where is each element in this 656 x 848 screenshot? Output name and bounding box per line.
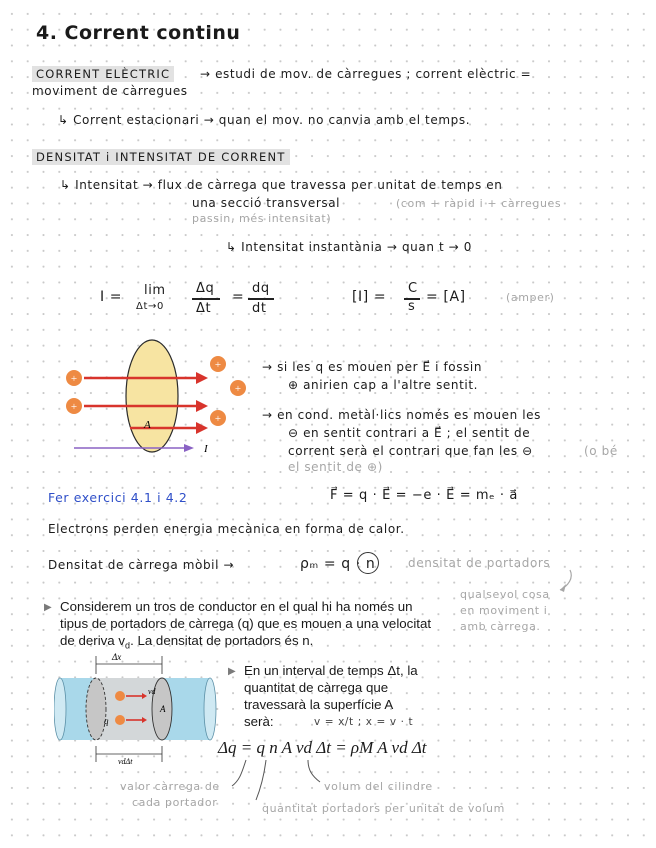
formula-units: [I] = C s = [A] (amper) [352,281,555,314]
label-vd: vd [148,687,156,696]
annotation-valor-2: cada portador [132,796,218,809]
printed-bullet2-line3: travessarà la superfície A [244,697,394,712]
corrent-electric-line1: → estudi de mov. de càrregues ; corrent elèctric = [200,67,532,81]
charge-right-1 [230,380,246,396]
densitat-portadors-note: densitat de portadors [408,556,551,570]
label-dx: Δx [112,652,122,662]
bullet1-marker: ▶ [44,602,52,613]
svg-text:+: + [234,383,242,395]
printed-bullet2-line2: quantitat de càrrega que [244,680,389,695]
heading-densitat: DENSITAT i INTENSITAT DE CORRENT [32,150,290,164]
note2-line1: → en cond. metàl·lics només es mouen les [262,408,542,422]
label-A-cyl: A [160,704,166,714]
grey-pointer-arrow [540,568,580,594]
densitat-mobil-formula: ρₘ = q · n [300,556,376,572]
printed-bullet1: Considerem un tros de conductor en el qual hi ha només un tipus de portadors de càrrega (q) que es mouen a una velocitat de deriva $v_d$. La densitat de portadors és n. [60,599,432,651]
label-vdt: vdΔt [118,757,133,766]
electrons-note: Electrons perden energia mecànica en forma de calor. [48,522,405,536]
conductor-cross-section [126,340,178,452]
intensitat-grey1: (com + ràpid i + càrregues [396,197,562,210]
annotation-valor-1: valor càrrega de [120,780,220,793]
corrent-electric-line2: moviment de càrregues [32,84,188,98]
label-I: I [204,443,208,455]
page-title: 4. Corrent continu [36,22,241,44]
note2-line2: ⊖ en sentit contrari a E⃗ ; el sentit de [288,426,531,440]
printed-bullet2-line1: En un interval de temps Δt, la [244,663,418,678]
charge-left-2 [66,398,82,414]
intensitat-grey2: passin, més intensitat) [192,212,332,225]
conductor-figure [56,338,276,460]
bullet2-marker: ▶ [228,666,236,677]
intensitat-line1: ↳ Intensitat → flux de càrrega que travessa per unitat de temps en [60,178,503,192]
cylinder-figure [54,650,222,768]
note1-line2: ⊕ anirien cap a l'altre sentit. [288,378,479,392]
charge-formula: Δq = q n A vd Δt = ρM A vd Δt [218,738,427,757]
heading-corrent-electric: CORRENT ELÈCTRIC [32,67,174,81]
svg-text:+: + [214,413,222,425]
portadors-desc-3: amb càrrega. [460,620,541,633]
densitat-mobil-text: Densitat de càrrega mòbil → [48,558,235,572]
svg-text:+: + [70,401,78,413]
formula-intensity: I = lim Δt→0 Δq Δt = dq dt [100,281,300,321]
note1-line1: → si les q es mouen per E⃗ i fossin [262,360,483,374]
label-A: A [144,419,151,431]
charge-top-center [210,356,226,372]
note2-line3: corrent serà el contrari que fan les ⊖ [288,444,533,458]
portadors-desc-1: qualsevol cosa [460,588,550,601]
annotation-quantitat: quantitat portadors per unitat de volum [262,802,505,815]
charge-left-1 [66,370,82,386]
intensitat-instantania: ↳ Intensitat instantània → quan t → 0 [226,240,472,254]
force-formula: F⃗ = q · E⃗ = −e · E⃗ = mₑ · a⃗ [330,488,518,503]
svg-text:+: + [214,359,222,371]
exercicis-note: Fer exercici 4.1 i 4.2 [48,490,188,505]
charge-right-2 [210,410,226,426]
intensitat-line2: una secció transversal [192,196,341,210]
corrent-estacionari: ↳ Corrent estacionari → quan el mov. no canvia amb el temps. [58,113,471,127]
printed-bullet2-line4: serà: [244,714,274,729]
portadors-desc-2: en moviment i [460,604,548,617]
label-q: q [104,716,109,726]
svg-text:+: + [70,373,78,385]
note2-grey1: (o bé [584,444,618,458]
n-circle-mark [357,552,379,574]
annotation-volum: volum del cilindre [324,780,433,793]
velocity-note: v = x/t ; x = v · t [314,716,414,728]
note2-grey2: el sentit de ⊕) [288,460,383,474]
